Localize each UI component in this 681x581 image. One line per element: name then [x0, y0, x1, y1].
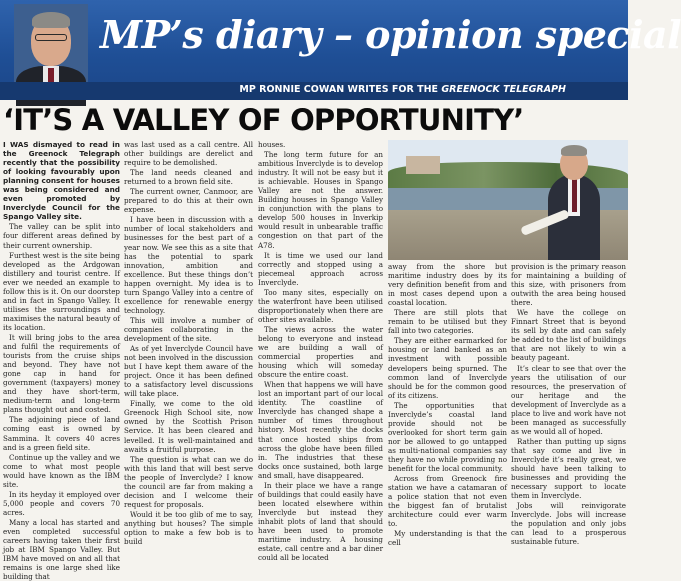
paragraph: The valley can be split into four different areas defined by their current ownership.	[3, 222, 120, 250]
paragraph: It’s clear to see that over the years the utilisation of our resources, the preservation of our heritage and the development of Inverclyde as a place to live and work have not been managed as successfully as we would all of hoped.	[511, 363, 626, 436]
paragraph: The views across the water belong to everyone and instead we are building a wall of commercial properties and housing which will someday obscure the entire coast.	[258, 324, 383, 380]
article-headline: ‘IT’S A VALLEY OF OPPORTUNITY’	[3, 103, 524, 137]
paragraph: In its heyday it employed over 5,000 people and covers 70 acres.	[3, 489, 120, 517]
intro-paragraph: I WAS dismayed to read in the Greenock Telegraph recently that the possibility of looking favourably upon planning consent for houses was being considered and even promoted by Inverclyde Council for the Spango Valley site.	[3, 140, 120, 222]
paragraph: In their place we have a range of buildings that could easily have been located elsewhere within Inverclyde but instead they inhabit plots of land that should have been used to promote maritime industry. A housing estate, call centre and a bar diner could all be located	[258, 480, 383, 563]
mp-waterfront-photo	[388, 140, 628, 260]
paragraph: away from the shore but maritime industry does by its very definition benefit from and in most cases depend upon a coastal location.	[388, 262, 507, 308]
paragraph: Jobs will reinvigorate Inverclyde. Jobs will increase the population and only jobs can lead to a prosperous sustainable future.	[511, 501, 626, 547]
paragraph: Continue up the valley and we come to what most people would have known as the IBM site.	[3, 452, 120, 489]
paragraph: Furthest west is the site being developed as the Ardgowan distillery and tourist centre. If ever we needed an example to follow this is it. On our doorstep and in fact in Spango Valley. It utilises the surroundings and maximises the natural beauty of its location.	[3, 250, 121, 332]
paragraph: Would it be too glib of me to say, anything but houses? The simple option to make a few bob is to build	[124, 509, 253, 547]
paragraph: As of yet Inverclyde Council have not been involved in the discussion but I have kept them aware of the project. Once it has been defined to a satisfactory level discussions will take place.	[124, 344, 253, 399]
paragraph: was last used as a call centre. All other buildings are derelict and require to be demolished.	[124, 140, 253, 168]
article-column-3	[258, 140, 383, 563]
paragraph: The adjoining piece of land coming east is owned by Sammina. It covers 40 acres and is a green field site.	[3, 415, 120, 452]
article-column-1	[3, 140, 121, 581]
paragraph: Rather than putting up signs that say come and live in Inverclyde it’s really great, we should have been talking to businesses and providing the necessary support to locate them in Inverclyde.	[511, 436, 626, 501]
paragraph: The question is what can we do with this land that will best serve the people of Inverclyde? I know the council are far from making a decision and I welcome their request for proposals.	[124, 454, 253, 509]
paragraph: Across from Greenock fire station we have a catamaran of a police station that not even the biggest fan of brutalist architecture could ever warm to.	[388, 474, 507, 529]
paragraph: The long term future for an ambitious Inverclyde is to develop industry. It will not be easy but it is achievable. Houses in Spango Valley are not the answer. Building houses in Spango Valley in conjunction with the plans to develop 500 houses in Inverkip would result in unbearable traffic congestion on that part of the A78.	[258, 150, 383, 250]
byline	[239, 84, 566, 95]
section-title: MP’s diary – opinion special	[100, 12, 681, 57]
paragraph: They are either earmarked for housing or land banked as an investment with possible developers being spurned. The common land of Inverclyde should be for the common good of its citizens.	[388, 336, 507, 400]
paragraph: provision is the primary reason for maintaining a building of this size, with prisoners from outwith the area being housed there.	[511, 262, 626, 308]
byline-paper: GREENOCK TELEGRAPH	[441, 84, 566, 95]
paragraph: I have been in discussion with a number of local stakeholders and businesses for the best part of a year now. We see this as a site that has the potential to spark innovation, ambition and excellence. But these things don’t happen overnight. My idea is to turn Spango Valley into a centre of excellence for renewable energy technology.	[124, 215, 253, 315]
paragraph: The opportunities that Inverclyde’s coastal land provide should not be overlooked for short term gain nor be allowed to go untapped as multi-national companies say they have no while providing no benefit for the local community.	[388, 400, 507, 474]
byline-prefix: MP RONNIE COWAN WRITES FOR THE	[239, 84, 442, 95]
masthead-banner	[0, 0, 681, 100]
paragraph: Finally, we come to the old Greenock High School site, now owned by the Scottish Prison Service. It has been cleared and levelled. It is well-maintained and awaits a fruitful purpose.	[124, 399, 253, 454]
paragraph: The current owner, Canmoor, are prepared to do this at their own expense.	[124, 187, 253, 215]
article-column-2	[124, 140, 253, 547]
paragraph: The land needs cleaned and returned to a brown field site.	[124, 168, 253, 187]
paragraph: It will bring jobs to the area and fulfil the requirements of tourists from the cruise ships and beyond. They have not gone cap in hand for government (taxpayers) money and they have short-term, medium-term and long-term plans thought out and costed.	[3, 332, 120, 415]
paragraph: When that happens we will have lost an important part of our local identity. The coastline of Inverclyde has changed shape a number of times throughout history. Most recently the docks that once hosted ships from across the globe have been filled in. The industries that these docks once sustained, both large and small, have disappeared.	[258, 380, 383, 480]
paragraph: There are still plots that remain to be utilised but they fall into two categories.	[388, 308, 507, 336]
paragraph: This will involve a number of companies collaborating in the development of the site.	[124, 315, 253, 343]
paragraph: My understanding is that the cell	[388, 529, 507, 548]
paragraph: It is time we used our land correctly and stopped using a piecemeal approach across Inverclyde.	[258, 250, 383, 287]
paragraph: Too many sites, especially on the waterfront have been utilised disproportionately when there are other sites available.	[258, 287, 383, 324]
paragraph: We have the college on Finnart Street that is beyond its sell by date and can safely be added to the list of buildings that are not likely to win a beauty pageant.	[511, 308, 626, 363]
article-column-4	[388, 262, 507, 548]
paragraph: houses.	[258, 140, 286, 149]
article-column-5	[511, 262, 626, 547]
paragraph: Many a local has started and even completed successful careers having taken their first job at IBM Spango Valley. But IBM have moved on and all that remains is one large shed like building that	[3, 517, 120, 581]
